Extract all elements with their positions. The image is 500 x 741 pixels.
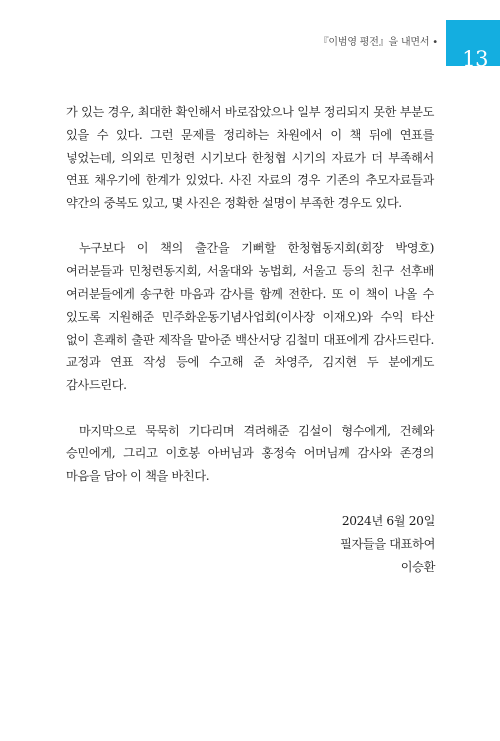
page-number: 13 [462, 47, 488, 71]
page-number-tab [446, 20, 500, 71]
signature-block [340, 510, 435, 578]
paragraph-dedication: 마지막으로 묵묵히 기다리며 격려해준 김설이 형수에게, 건혜와 승민에게, 그리고 이호봉 아버님과 홍정숙 어머님께 감사와 존경의 마음을 담아 이 책을 바친다. [66, 423, 434, 484]
paragraph-continuation: 가 있는 경우, 최대한 확인해서 바로잡았으나 일부 정리되지 못한 부분도 있을 수 있다. 그런 문제를 정리하는 차원에서 이 책 뒤에 연표를 넣었는데, 의외로 민청련 시기보다 한청협 시기의 자료가 더 부족해서 연표 채우기에 한계가 있었다. 사진 자료의 경우 기존의 추모자료들과 약간의 중복도 있고, 몇 사진은 정확한 설명이 부족한 경우도 있다. [66, 105, 434, 211]
signature-date: 2024년 6월 20일 [341, 514, 435, 528]
body-text [66, 101, 434, 488]
paragraph-acknowledgements: 누구보다 이 책의 출간을 기뻐할 한청협동지회(회장 박영호) 여러분들과 민청련동지회, 서울대와 농법회, 서울고 등의 친구 선후배 여러분들에게 송구한 마음과 감사를 함께 전한다. 또 이 책이 나올 수 있도록 지원해준 민주화운동기념사업회(이사장 이재오)와 수익 타산 없이 흔쾌히 출판 제작을 맡아준 백산서당 김철미 대표에게 감사드린다. 교정과 연표 작성 등에 수고해 준 차영주, 김지현 두 분에게도 감사드린다. [66, 241, 434, 393]
signature-line: 필자들을 대표하여 [340, 536, 435, 551]
signature-name: 이승환 [400, 559, 435, 574]
running-head: 『이범영 평전』을 내면서 • [318, 37, 438, 48]
